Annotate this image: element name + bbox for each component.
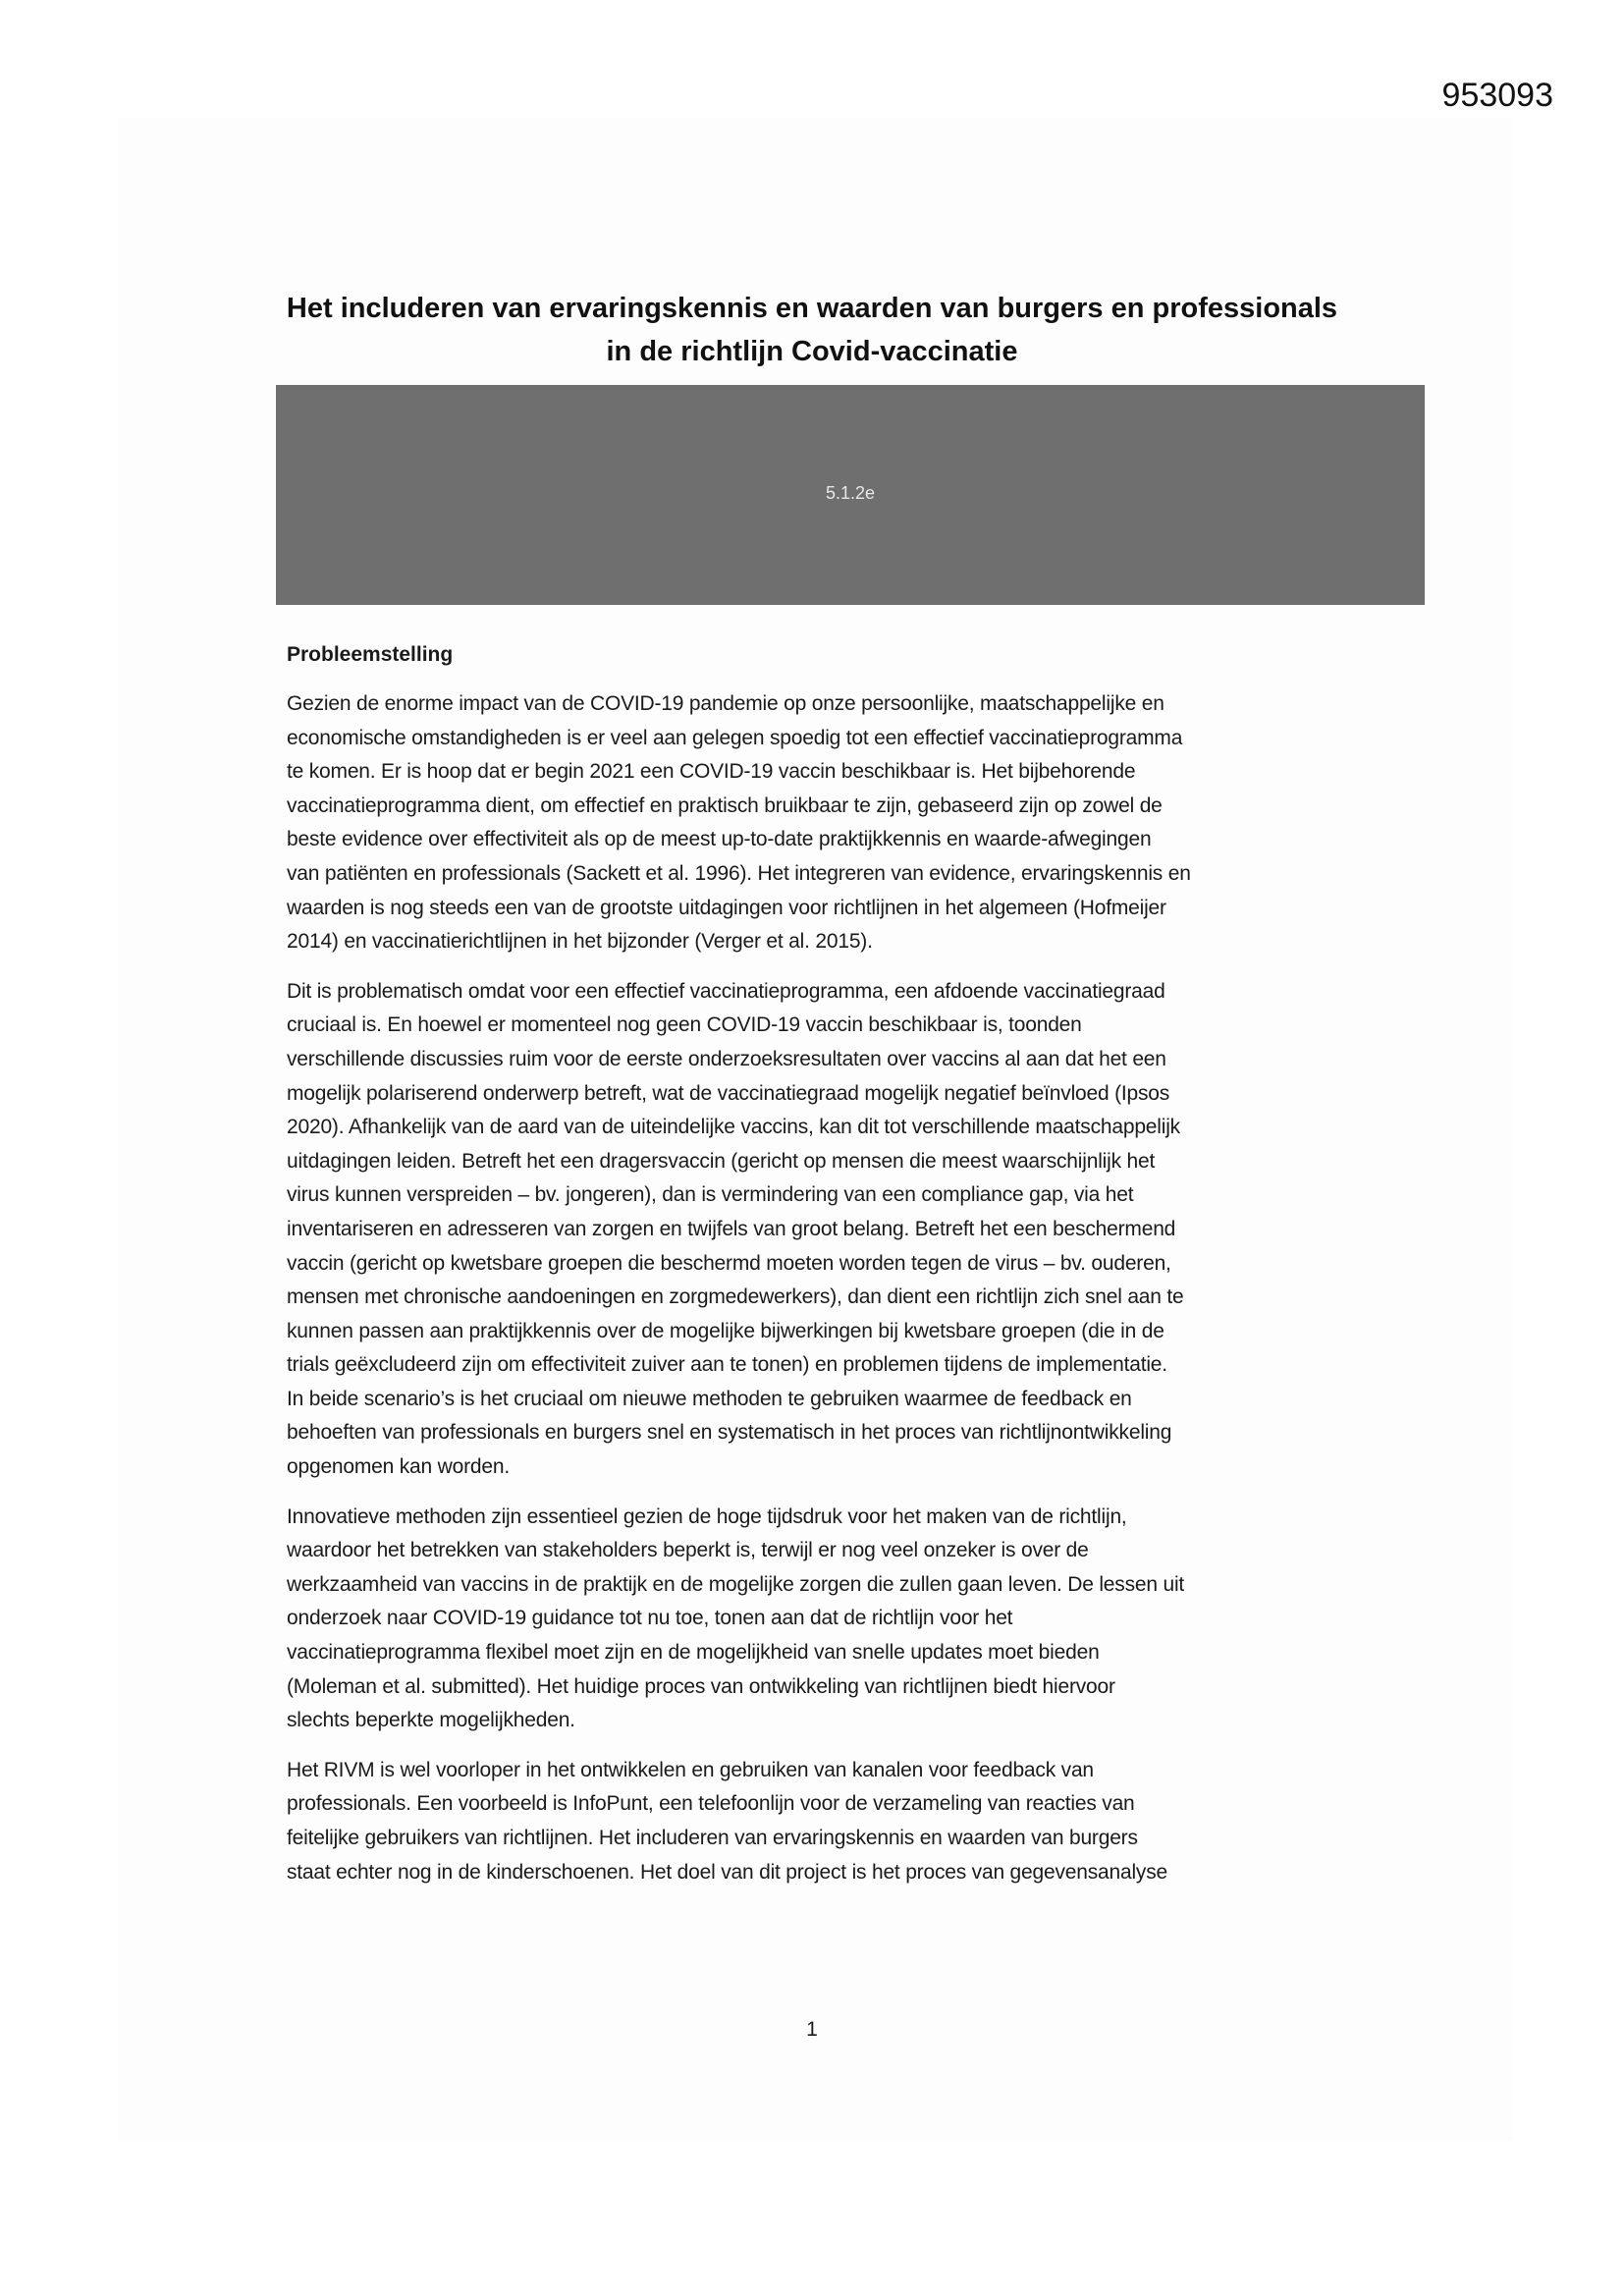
text-line: In beide scenario’s is het cruciaal om nieuwe methoden te gebruiken waarmee de feedback en xyxy=(287,1387,1132,1410)
document-id: 953093 xyxy=(1441,77,1553,114)
text-line: kunnen passen aan praktijkkennis over de mogelijke bijwerkingen bij kwetsbare groepen (die in de xyxy=(287,1319,1164,1342)
text-line: mogelijk polariserend onderwerp betreft, wat de vaccinatiegraad mogelijk negatief beïnvloed (Ipsos xyxy=(287,1081,1170,1105)
text-line: verschillende discussies ruim voor de eerste onderzoeksresultaten over vaccins al aan dat het een xyxy=(287,1047,1166,1070)
text-line: opgenomen kan worden. xyxy=(287,1455,510,1479)
text-line: economische omstandigheden is er veel aan gelegen spoedig tot een effectief vaccinatieprogramma xyxy=(287,726,1183,749)
paragraph xyxy=(287,1754,1357,1889)
text-line: Dit is problematisch omdat voor een effectief vaccinatieprogramma, een afdoende vaccinatiegraad xyxy=(287,979,1165,1003)
text-line: waarden is nog steeds een van de grootste uitdagingen voor richtlijnen in het algemeen (Hofmeijer xyxy=(287,896,1166,919)
text-line: vaccinatieprogramma dient, om effectief en praktisch bruikbaar te zijn, gebaseerd zijn op zowel de xyxy=(287,793,1163,817)
text-line: vaccinatieprogramma flexibel moet zijn en de mogelijkheid van snelle updates moet bieden xyxy=(287,1641,1100,1665)
text-line: (Moleman et al. submitted). Het huidige proces van ontwikkeling van richtlijnen biedt hiervoor xyxy=(287,1674,1115,1698)
text-line: waardoor het betrekken van stakeholders beperkt is, terwijl er nog veel onzeker is over de xyxy=(287,1539,1089,1562)
text-line: Innovatieve methoden zijn essentieel gezien de hoge tijdsdruk voor het maken van de richtlijn, xyxy=(287,1504,1127,1528)
text-line: virus kunnen verspreiden – bv. jongeren), dan is vermindering van een compliance gap, via het xyxy=(287,1183,1134,1207)
text-line: professionals. Een voorbeeld is InfoPunt, een telefoonlijn voor de verzameling van reacties van xyxy=(287,1792,1135,1816)
text-line: onderzoek naar COVID-19 guidance tot nu toe, tonen aan dat de richtlijn voor het xyxy=(287,1607,1013,1630)
text-line: te komen. Er is hoop dat er begin 2021 een COVID-19 vaccin beschikbaar is. Het bijbehorende xyxy=(287,760,1136,784)
document-title xyxy=(0,287,1624,373)
text-line: mensen met chronische aandoeningen en zorgmedewerkers), dan dient een richtlijn zich snel aan te xyxy=(287,1285,1184,1309)
paragraph xyxy=(287,1501,1357,1738)
text-line: Het RIVM is wel voorloper in het ontwikkelen en gebruiken van kanalen voor feedback van xyxy=(287,1758,1094,1781)
section-heading: Probleemstelling xyxy=(287,643,454,666)
text-line: cruciaal is. En hoewel er momenteel nog geen COVID-19 vaccin beschikbaar is, toonden xyxy=(287,1013,1082,1037)
text-line: uitdagingen leiden. Betreft het een dragersvaccin (gericht op mensen die meest waarschijnlijk het xyxy=(287,1149,1156,1173)
text-line: trials geëxcludeerd zijn om effectiviteit zuiver aan te tonen) en problemen tijdens de implementatie. xyxy=(287,1353,1167,1377)
text-line: beste evidence over effectiviteit als op de meest up-to-date praktijkkennis en waarde-afwegingen xyxy=(287,828,1152,851)
paragraph xyxy=(287,687,1357,959)
paragraph xyxy=(287,975,1357,1485)
text-line: behoeften van professionals en burgers snel en systematisch in het proces van richtlijnontwikkeling xyxy=(287,1421,1172,1445)
title-line: in de richtlijn Covid-vaccinatie xyxy=(606,336,1018,367)
document-body xyxy=(287,638,1357,1905)
page-number: 1 xyxy=(806,2018,818,2041)
text-line: vaccin (gericht op kwetsbare groepen die beschermd moeten worden tegen de virus – bv. ouderen, xyxy=(287,1251,1171,1275)
text-line: feitelijke gebruikers van richtlijnen. Het includeren van ervaringskennis en waarden van burgers xyxy=(287,1827,1138,1849)
text-line: slechts beperkte mogelijkheden. xyxy=(287,1709,575,1732)
text-line: 2014) en vaccinatierichtlijnen in het bijzonder (Verger et al. 2015). xyxy=(287,930,873,954)
text-line: staat echter nog in de kinderschoenen. Het doel van dit project is het proces van gegevensanalyse xyxy=(287,1860,1168,1884)
redaction-block xyxy=(276,385,1425,605)
title-line: Het includeren van ervaringskennis en waarden van burgers en professionals xyxy=(286,293,1338,324)
text-line: inventariseren en adresseren van zorgen en twijfels van groot belang. Betreft het een beschermend xyxy=(287,1217,1176,1240)
text-line: van patiënten en professionals (Sackett et al. 1996). Het integreren van evidence, ervaringskennis en xyxy=(287,861,1191,885)
text-line: werkzaamheid van vaccins in de praktijk en de mogelijke zorgen die zullen gaan leven. De lessen uit xyxy=(287,1572,1185,1596)
text-line: 2020). Afhankelijk van de aard van de uiteindelijke vaccins, kan dit tot verschillende maatschappelijk xyxy=(287,1116,1180,1139)
redaction-label: 5.1.2e xyxy=(825,483,876,503)
text-line: Gezien de enorme impact van de COVID-19 pandemie op onze persoonlijke, maatschappelijke en xyxy=(287,692,1164,715)
